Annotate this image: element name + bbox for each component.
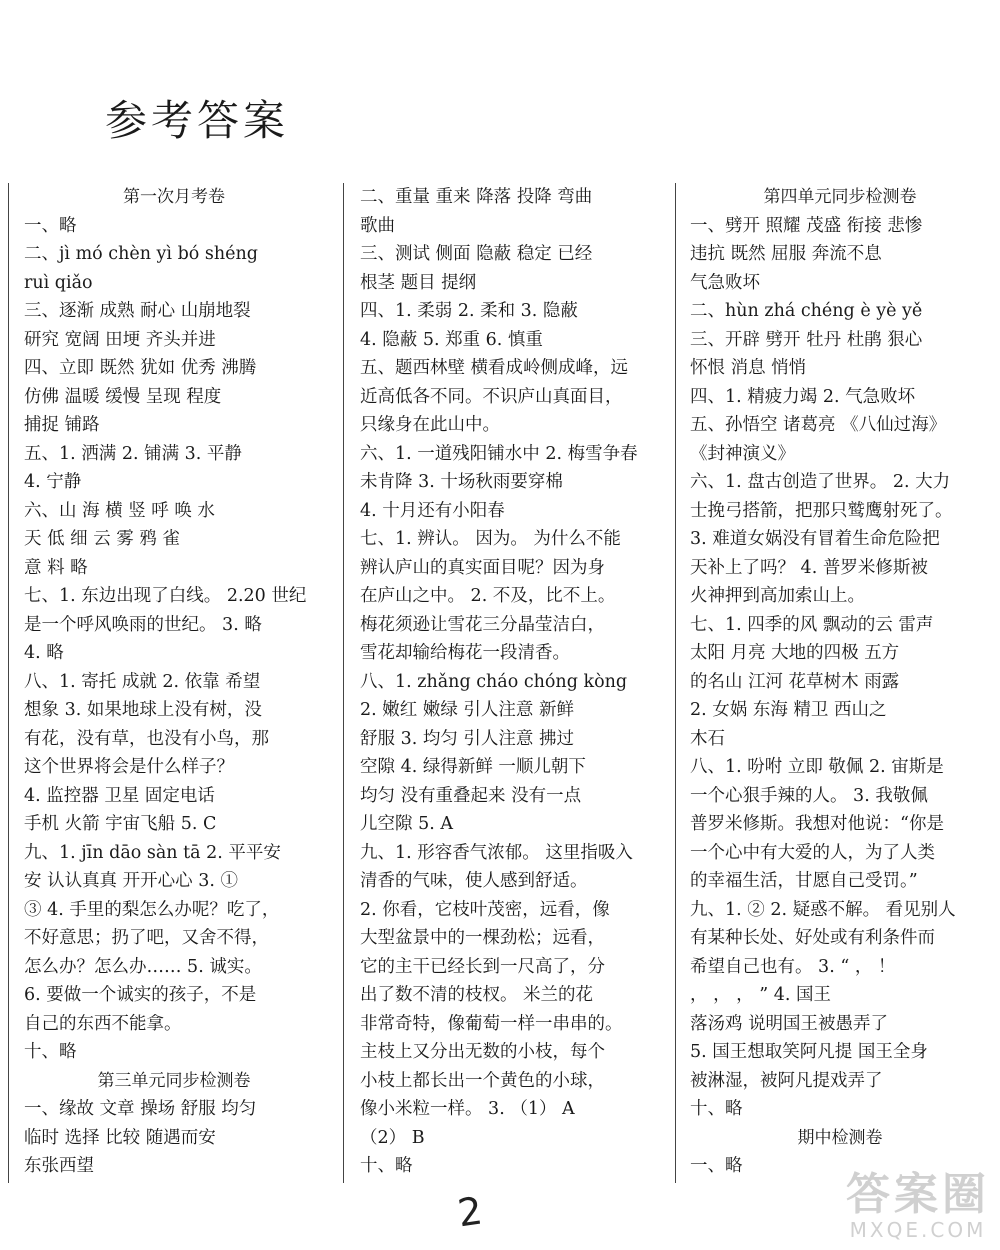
answer-line: 二、重量 重来 降落 投降 弯曲 [360, 187, 593, 207]
answer-line: 主枝上又分出无数的小枝，每个 [360, 1042, 605, 1062]
answer-line: 非常奇特，像葡萄一样一串串的。 [360, 1013, 623, 1034]
answer-line: 一、略 [24, 215, 77, 236]
answer-line: 这个世界将会是什么样子？ [24, 757, 234, 777]
answer-line: 它的主干已经长到一尺高了，分 [360, 956, 605, 977]
answer-line: 十、略 [360, 1156, 413, 1176]
answer-line: 普罗米修斯。我想对他说：“你是 [690, 814, 944, 834]
answer-line: 三、测试 侧面 隐蔽 稳定 已经 [360, 244, 593, 264]
answer-line: 八、1. 寄托 成就 2. 依靠 希望 [24, 671, 261, 692]
answer-line: 想象 3. 如果地球上没有树，没 [24, 700, 262, 720]
answer-line: 4. 监控器 卫星 固定电话 [24, 785, 215, 806]
answer-line: 4. 隐蔽 5. 郑重 6. 慎重 [360, 329, 543, 350]
answer-line: 一、劈开 照耀 茂盛 衔接 悲惨 [690, 215, 923, 236]
answer-line: 自己的东西不能拿。 [24, 1013, 182, 1034]
answer-line: 被淋湿，被阿凡提戏弄了 [690, 1070, 883, 1091]
answer-line: 东张西望 [24, 1156, 94, 1176]
answer-line: ruì qiǎo [24, 272, 93, 293]
answer-line: 天补上了吗？ 4. 普罗米修斯被 [690, 557, 928, 578]
answer-line: 四、1. 精疲力竭 2. 气急败坏 [690, 386, 916, 407]
answer-column-3 [690, 183, 990, 1181]
answer-line: 三、逐渐 成熟 耐心 山崩地裂 [24, 301, 251, 321]
answer-line: 气急败坏 [690, 272, 760, 293]
answer-line: 五、题西林壁 横看成岭侧成峰，远 [360, 358, 629, 378]
answer-line: 天 低 细 云 雾 鸦 雀 [24, 529, 180, 549]
answer-line: 不好意思；扔了吧，又舍不得， [24, 928, 269, 948]
answer-line: 怎么办？怎么办…… 5. 诚实。 [24, 956, 262, 977]
section-heading: 第一次月考卷 [123, 187, 225, 207]
answer-line: 四、1. 柔弱 2. 柔和 3. 隐蔽 [360, 301, 578, 321]
answer-line: 落汤鸡 说明国王被愚弄了 [690, 1013, 889, 1034]
answer-line: 3. 难道女娲没有冒着生命危险把 [690, 529, 940, 549]
answer-line: 九、1. ② 2. 疑惑不解。 看见别人 [690, 899, 956, 920]
answer-line: 十、略 [24, 1042, 77, 1062]
answer-line: 怀恨 消息 悄悄 [690, 358, 807, 378]
answer-line: 临时 选择 比较 随遇而安 [24, 1127, 216, 1148]
answer-line: 近高低各不同。不识庐山真面目， [360, 386, 623, 407]
answer-line: 希望自己也有。 3. “ ， ！ [690, 956, 896, 977]
answer-line: 六、1. 盘古创造了世界。 2. 大力 [690, 472, 951, 492]
answer-line: ， ， ， ” 4. 国王 [690, 985, 831, 1005]
answer-line: 是一个呼风唤雨的世纪。 3. 略 [24, 614, 262, 635]
answer-line: 4. 宁静 [24, 472, 82, 492]
watermark [846, 1169, 990, 1242]
answer-line: 歌曲 [360, 215, 395, 236]
answer-line: 捕捉 铺路 [24, 415, 100, 435]
answer-line: 有花，没有草，也没有小鸟，那 [24, 728, 269, 749]
answer-line: 研究 宽阔 田埂 齐头并进 [24, 329, 216, 350]
answer-line: 六、1. 一道残阳铺水中 2. 梅雪争春 [360, 443, 638, 464]
answer-line: 七、1. 东边出现了白线。 2.20 世纪 [24, 586, 307, 606]
answer-line: 十、略 [690, 1099, 743, 1119]
answer-line: 四、立即 既然 犹如 优秀 沸腾 [24, 358, 257, 378]
answer-line: 太阳 月亮 大地的四极 五方 [690, 643, 900, 663]
watermark-main: 答案圈 [846, 1169, 990, 1220]
column-divider [343, 183, 344, 1183]
answer-line: 清香的气味，使人感到舒适。 [360, 871, 588, 891]
answer-line: 九、1. 形容香气浓郁。 这里指吸入 [360, 842, 633, 863]
answer-line: 6. 要做一个诚实的孩子，不是 [24, 985, 257, 1005]
answer-line: 儿空隙 5. A [360, 814, 453, 834]
answer-line: 火神押到高加索山上。 [690, 586, 865, 606]
answer-line: 出了数不清的枝杈。 米兰的花 [360, 985, 594, 1005]
answer-line: 舒服 3. 均匀 引人注意 拂过 [360, 728, 574, 749]
answer-line: 违抗 既然 屈服 奔流不息 [690, 244, 882, 264]
answer-line: 小枝上都长出一个黄色的小球， [360, 1070, 605, 1091]
answer-line: 大型盆景中的一棵劲松；远看， [360, 928, 605, 948]
answer-line: 七、1. 四季的风 飘动的云 雷声 [690, 614, 934, 635]
answer-line: ③ 4. 手里的梨怎么办呢？吃了， [24, 899, 280, 920]
answer-line: 《封神演义》 [690, 443, 795, 464]
answer-line: 九、1. jīn dāo sàn tā 2. 平平安 [24, 842, 281, 863]
answer-line: 的幸福生活，甘愿自己受罚。” [690, 871, 918, 891]
answer-line: （2） B [360, 1127, 425, 1148]
answer-line: 像小米粒一样。 3. （1） A [360, 1099, 575, 1119]
answer-line: 七、1. 辨认。 因为。 为什么不能 [360, 529, 621, 549]
section-heading: 期中检测卷 [797, 1127, 883, 1148]
answer-line: 安 认认真真 开开心心 3. ① [24, 871, 238, 891]
watermark-url: MXQE.COM [849, 1218, 987, 1242]
answer-line: 雪花却输给梅花一段清香。 [360, 643, 570, 663]
answer-line: 手机 火箭 宇宙飞船 5. C [24, 814, 217, 834]
answer-line: 2. 女娲 东海 精卫 西山之 [690, 700, 887, 720]
answer-line: 梅花须逊让雪花三分晶莹洁白， [360, 614, 605, 635]
answer-line: 一个心狠手辣的人。 3. 我敬佩 [690, 785, 928, 806]
answer-line: 意 料 略 [24, 557, 88, 578]
answer-line: 八、1. zhǎng cháo chóng kòng [360, 671, 628, 692]
answer-line: 二、hùn zhá chéng è yè yě [690, 301, 923, 321]
answer-line: 在庐山之中。 2. 不及，比不上。 [360, 586, 616, 606]
answer-column-2 [360, 183, 660, 1181]
answer-line: 空隙 4. 绿得新鲜 一顺儿朝下 [360, 757, 586, 777]
column-divider [8, 183, 9, 1183]
answer-line: 只缘身在此山中。 [360, 415, 500, 435]
answer-line: 4. 略 [24, 643, 64, 663]
answer-line: 的名山 江河 花草树木 雨露 [690, 671, 900, 692]
answer-line: 三、开辟 劈开 牡丹 杜鹃 狠心 [690, 329, 923, 350]
page-number: 2 [455, 1188, 486, 1236]
answer-line: 一个心中有大爱的人，为了人类 [690, 842, 935, 863]
answer-line: 五、孙悟空 诸葛亮 《八仙过海》 [690, 415, 947, 435]
answer-column-1 [24, 183, 324, 1181]
answer-line: 4. 十月还有小阳春 [360, 500, 505, 521]
answer-line: 二、jì mó chèn yì bó shéng [24, 244, 258, 264]
section-heading: 第三单元同步检测卷 [97, 1070, 251, 1091]
answer-line: 根茎 题目 提纲 [360, 272, 477, 293]
answer-line: 仿佛 温暖 缓慢 呈现 程度 [24, 386, 222, 407]
answer-line: 一、缘故 文章 操场 舒服 均匀 [24, 1099, 257, 1119]
column-divider [675, 183, 676, 1183]
page-title: 参考答案 [105, 96, 290, 145]
answer-line: 一、略 [690, 1156, 743, 1176]
answer-line: 辨认庐山的真实面目呢？因为身 [360, 557, 605, 578]
answer-line: 六、山 海 横 竖 呼 唤 水 [24, 500, 215, 521]
section-heading: 第四单元同步检测卷 [763, 187, 917, 207]
answer-line: 木石 [690, 728, 725, 749]
answer-line: 五、1. 洒满 2. 铺满 3. 平静 [24, 443, 242, 464]
answer-line: 未肯降 3. 十场秋雨要穿棉 [360, 472, 563, 492]
answer-line: 士挽弓搭箭，把那只鹫鹰射死了。 [690, 500, 953, 521]
answer-line: 有某种长处、好处或有利条件而 [690, 928, 935, 948]
answer-line: 均匀 没有重叠起来 没有一点 [360, 785, 582, 806]
answer-line: 2. 你看，它枝叶茂密，远看，像 [360, 899, 610, 920]
answer-line: 5. 国王想取笑阿凡提 国王全身 [690, 1042, 928, 1062]
answer-line: 八、1. 吩咐 立即 敬佩 2. 宙斯是 [690, 757, 944, 777]
answer-line: 2. 嫩红 嫩绿 引人注意 新鲜 [360, 700, 574, 720]
